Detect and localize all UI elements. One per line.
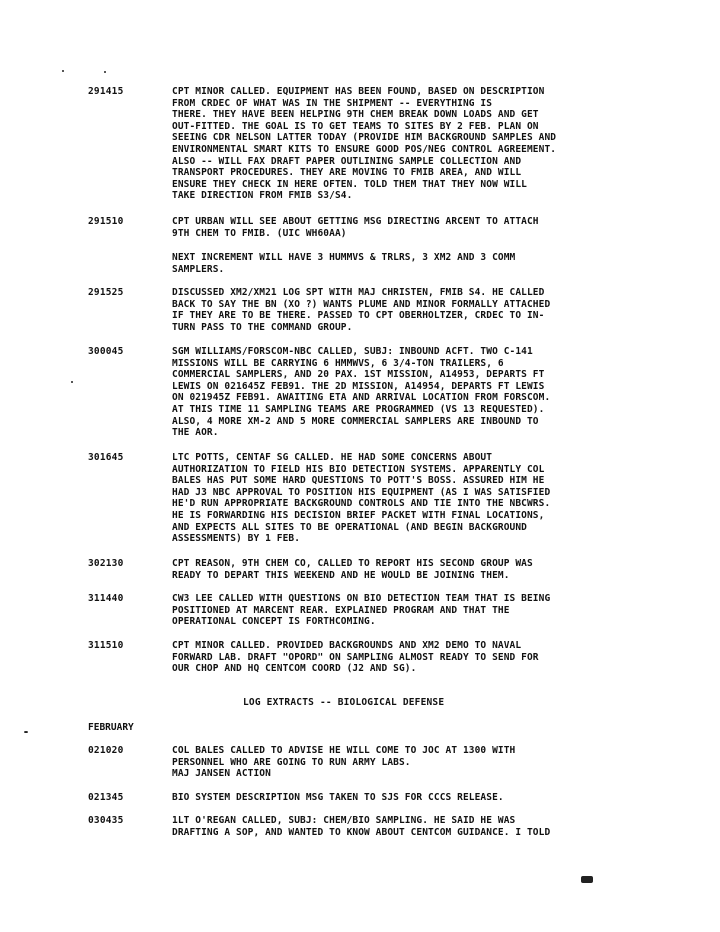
entry-line: OPERATIONAL CONCEPT IS FORTHCOMING.	[172, 616, 376, 628]
entry-line: FORWARD LAB. DRAFT "OPORD" ON SAMPLING ALMOST READY TO SEND FOR	[172, 651, 539, 663]
entry-line: CPT REASON, 9TH CHEM CO, CALLED TO REPORT HIS SECOND GROUP WAS	[172, 558, 533, 569]
entry-dtg: 301645	[88, 452, 124, 463]
entry-dtg: 291510	[88, 216, 124, 227]
entry-line: CW3 LEE CALLED WITH QUESTIONS ON BIO DETECTION TEAM THAT IS BEING	[172, 593, 551, 604]
entry-text	[172, 216, 642, 239]
month-heading: FEBRUARY	[88, 722, 134, 733]
entry-line: CPT MINOR CALLED. EQUIPMENT HAS BEEN FOUND, BASED ON DESCRIPTION	[172, 86, 545, 97]
entry-dtg: 302130	[88, 558, 124, 569]
entry-text	[172, 252, 642, 275]
entry-line: FROM CRDEC OF WHAT WAS IN THE SHIPMENT -- EVERYTHING IS	[172, 97, 493, 109]
entry-text	[172, 558, 642, 581]
entry-line: CPT URBAN WILL SEE ABOUT GETTING MSG DIRECTING ARCENT TO ATTACH	[172, 216, 539, 227]
entry-line: LTC POTTS, CENTAF SG CALLED. HE HAD SOME CONCERNS ABOUT	[172, 452, 493, 463]
entry-dtg: 291525	[88, 287, 124, 298]
entry-line: BALES HAS PUT SOME HARD QUESTIONS TO POTT'S BOSS. ASSURED HIM HE	[172, 475, 545, 487]
entry-text	[172, 792, 642, 804]
scan-speck	[104, 71, 106, 73]
entry-line: TRANSPORT PROCEDURES. THEY ARE MOVING TO FMIB AREA, AND WILL	[172, 167, 522, 179]
entry-line: PERSONNEL WHO ARE GOING TO RUN ARMY LABS.	[172, 756, 411, 768]
entry-line: DISCUSSED XM2/XM21 LOG SPT WITH MAJ CHRISTEN, FMIB S4. HE CALLED	[172, 287, 545, 298]
scan-speck	[24, 731, 28, 733]
entry-dtg: 021020	[88, 745, 124, 756]
entry-line: AT THIS TIME 11 SAMPLING TEAMS ARE PROGRAMMED (VS 13 REQUESTED).	[172, 403, 545, 415]
entry-dtg: 311440	[88, 593, 124, 604]
entry-text	[172, 86, 642, 202]
entry-dtg: 311510	[88, 640, 124, 651]
entry-line: 9TH CHEM TO FMIB. (UIC WH60AA)	[172, 227, 347, 239]
entry-line: AUTHORIZATION TO FIELD HIS BIO DETECTION SYSTEMS. APPARENTLY COL	[172, 463, 545, 475]
scan-speck	[62, 70, 64, 72]
entry-line: COL BALES CALLED TO ADVISE HE WILL COME TO JOC AT 1300 WITH	[172, 745, 516, 756]
entry-text	[172, 815, 642, 838]
entry-text	[172, 640, 642, 675]
entry-line: DRAFTING A SOP, AND WANTED TO KNOW ABOUT CENTCOM GUIDANCE. I TOLD	[172, 826, 551, 838]
section-heading: LOG EXTRACTS -- BIOLOGICAL DEFENSE	[243, 697, 445, 708]
entry-line: POSITIONED AT MARCENT REAR. EXPLAINED PROGRAM AND THAT THE	[172, 604, 510, 616]
entry-line: 1LT O'REGAN CALLED, SUBJ: CHEM/BIO SAMPLING. HE SAID HE WAS	[172, 815, 516, 826]
entry-line: COMMERCIAL SAMPLERS, AND 20 PAX. 1ST MISSION, A14953, DEPARTS FT	[172, 369, 545, 381]
scan-speck	[581, 876, 593, 883]
scan-speck	[71, 381, 73, 383]
entry-dtg: 291415	[88, 86, 124, 97]
entry-line: THE AOR.	[172, 427, 219, 439]
entry-line: OUR CHOP AND HQ CENTCOM COORD (J2 AND SG).	[172, 663, 417, 675]
entry-line: OUT-FITTED. THE GOAL IS TO GET TEAMS TO SITES BY 2 FEB. PLAN ON	[172, 120, 539, 132]
entry-line: ENSURE THEY CHECK IN HERE OFTEN. TOLD THEM THAT THEY NOW WILL	[172, 178, 527, 190]
entry-line: LEWIS ON 021645Z FEB91. THE 2D MISSION, A14954, DEPARTS FT LEWIS	[172, 380, 545, 392]
entry-line: BIO SYSTEM DESCRIPTION MSG TAKEN TO SJS FOR CCCS RELEASE.	[172, 792, 504, 803]
entry-dtg: 300045	[88, 346, 124, 357]
entry-line: MAJ JANSEN ACTION	[172, 768, 271, 780]
entry-text	[172, 745, 642, 780]
entry-line: SEEING CDR NELSON LATTER TODAY (PROVIDE HIM BACKGROUND SAMPLES AND	[172, 132, 557, 144]
entry-line: TURN PASS TO THE COMMAND GROUP.	[172, 321, 353, 333]
entry-line: HAD J3 NBC APPROVAL TO POSITION HIS EQUIPMENT (AS I WAS SATISFIED	[172, 486, 551, 498]
entry-line: IF THEY ARE TO BE THERE. PASSED TO CPT OBERHOLTZER, CRDEC TO IN-	[172, 310, 545, 322]
entry-line: TAKE DIRECTION FROM FMIB S3/S4.	[172, 190, 353, 202]
entry-line: SAMPLERS.	[172, 263, 225, 275]
entry-dtg: 021345	[88, 792, 124, 803]
entry-line: ALSO, 4 MORE XM-2 AND 5 MORE COMMERCIAL SAMPLERS ARE INBOUND TO	[172, 415, 539, 427]
entry-line: ENVIRONMENTAL SMART KITS TO ENSURE GOOD POS/NEG CONTROL AGREEMENT.	[172, 143, 557, 155]
entry-line: HE'D RUN APPROPRIATE BACKGROUND CONTROLS AND TIE INTO THE NBCWRS.	[172, 498, 551, 510]
entry-text	[172, 452, 642, 545]
entry-text	[172, 346, 642, 439]
entry-line: CPT MINOR CALLED. PROVIDED BACKGROUNDS AND XM2 DEMO TO NAVAL	[172, 640, 522, 651]
entry-line: NEXT INCREMENT WILL HAVE 3 HUMMVS & TRLRS, 3 XM2 AND 3 COMM	[172, 252, 516, 263]
entry-line: HE IS FORWARDING HIS DECISION BRIEF PACKET WITH FINAL LOCATIONS,	[172, 509, 545, 521]
entry-line: THERE. THEY HAVE BEEN HELPING 9TH CHEM BREAK DOWN LOADS AND GET	[172, 109, 539, 121]
entry-line: BACK TO SAY THE BN (XO ?) WANTS PLUME AND MINOR FORMALLY ATTACHED	[172, 298, 551, 310]
entry-line: READY TO DEPART THIS WEEKEND AND HE WOULD BE JOINING THEM.	[172, 569, 510, 581]
entry-line: AND EXPECTS ALL SITES TO BE OPERATIONAL (AND BEGIN BACKGROUND	[172, 521, 527, 533]
entry-text	[172, 287, 642, 333]
entry-line: ASSESSMENTS) BY 1 FEB.	[172, 533, 301, 545]
entry-line: ON 021945Z FEB91. AWAITING ETA AND ARRIVAL LOCATION FROM FORSCOM.	[172, 392, 551, 404]
entry-line: ALSO -- WILL FAX DRAFT PAPER OUTLINING SAMPLE COLLECTION AND	[172, 155, 522, 167]
entry-line: MISSIONS WILL BE CARRYING 6 HMMWVS, 6 3/4-TON TRAILERS, 6	[172, 357, 504, 369]
entry-line: SGM WILLIAMS/FORSCOM-NBC CALLED, SUBJ: INBOUND ACFT. TWO C-141	[172, 346, 533, 357]
entry-text	[172, 593, 642, 628]
entry-dtg: 030435	[88, 815, 124, 826]
